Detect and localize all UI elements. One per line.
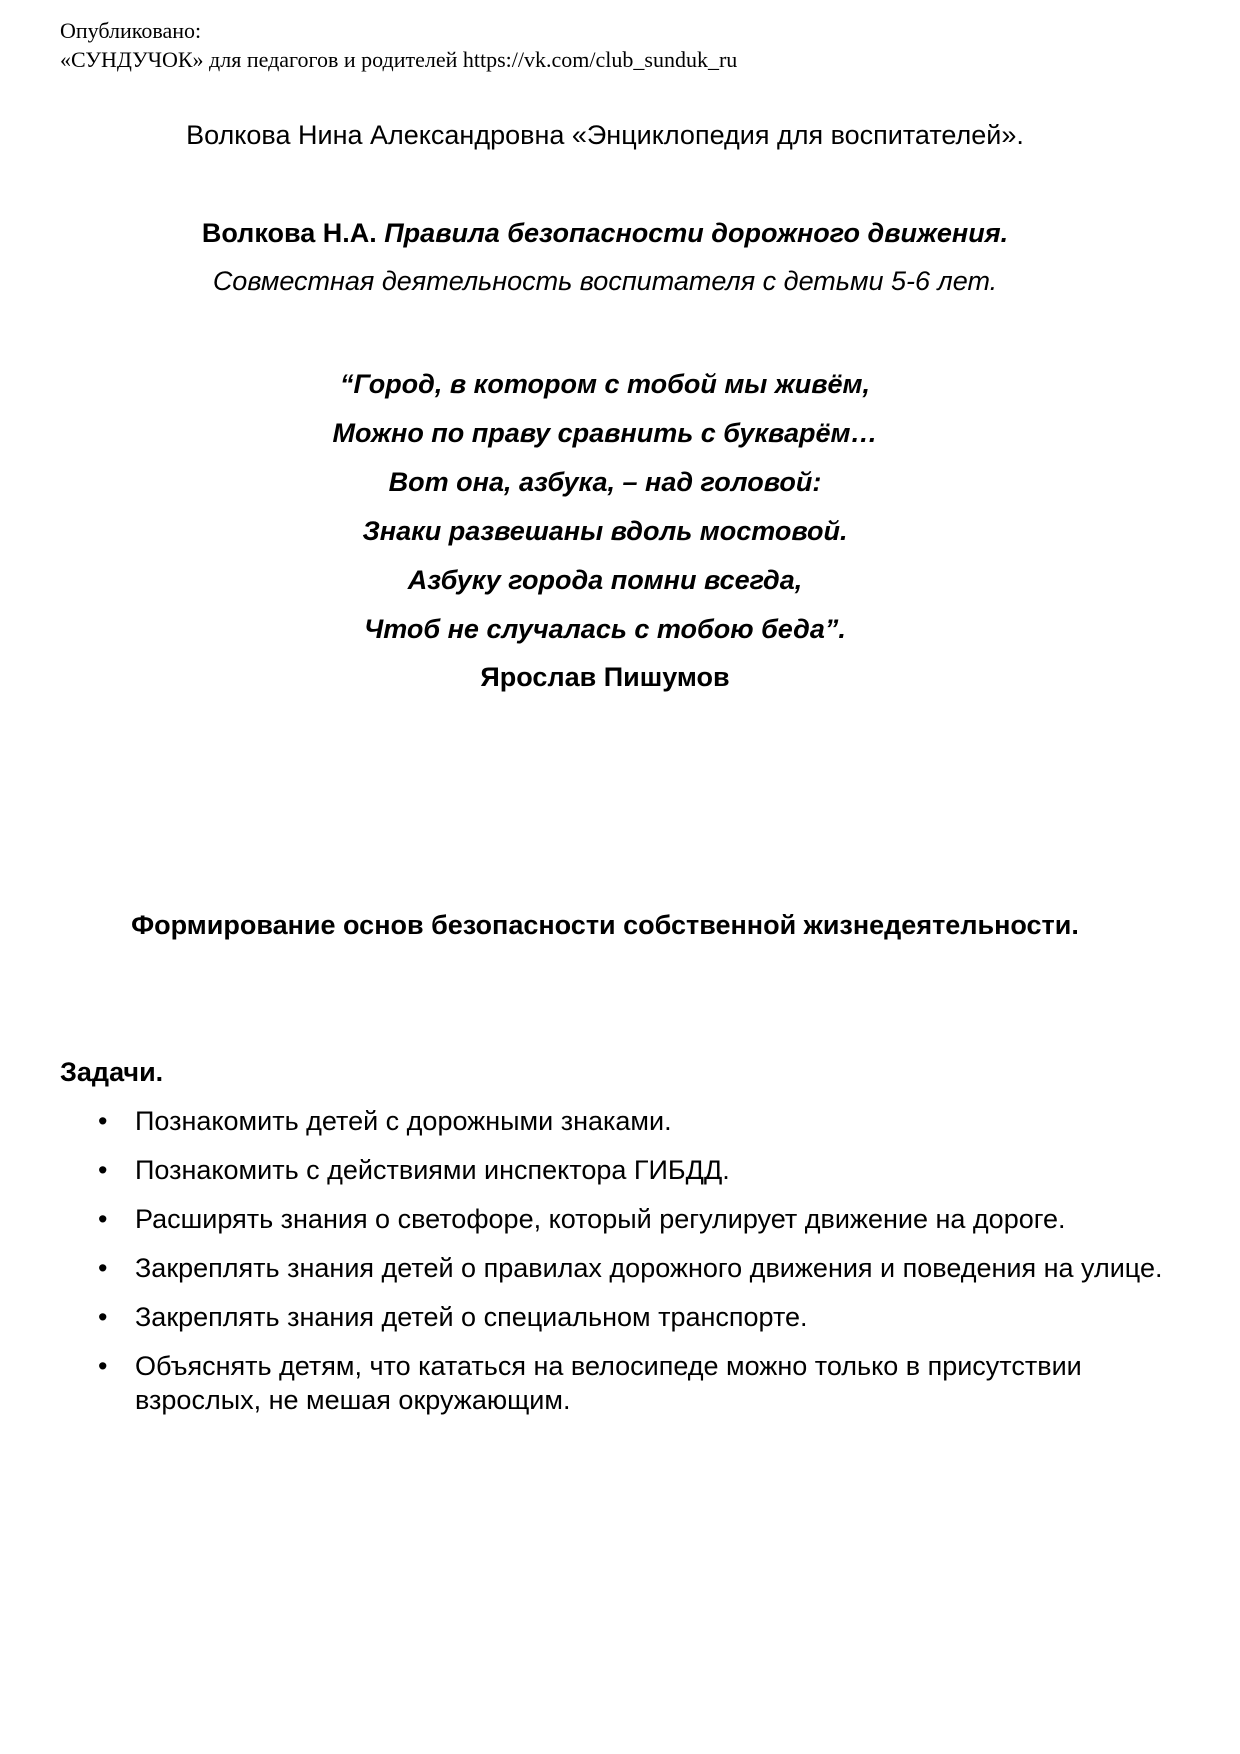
poem-line: Можно по праву сравнить с букварём…: [332, 418, 878, 448]
epigraph-poem: [0, 360, 1210, 654]
section-heading: Формирование основ безопасности собственной жизнедеятельности.: [131, 910, 1079, 940]
poem-line: Знаки развешаны вдоль мостовой.: [362, 516, 848, 546]
task-text: Объяснять детям, что кататься на велосипеде можно только в присутствии взрослых, не мешая окружающим.: [135, 1351, 1082, 1415]
poem-line: Чтоб не случалась с тобою беда”.: [364, 614, 846, 644]
book-byline: Волкова Нина Александровна «Энциклопедия для воспитателей».: [186, 120, 1024, 150]
published-label: Опубликовано:: [60, 18, 202, 43]
task-text: Закреплять знания детей о специальном транспорте.: [135, 1302, 808, 1332]
list-item: [60, 1251, 1190, 1285]
task-text: Познакомить с действиями инспектора ГИБДД.: [135, 1155, 730, 1185]
publication-header: [60, 16, 737, 74]
poem-line: Вот она, азбука, – над головой:: [388, 467, 822, 497]
bullet-icon: •: [98, 1351, 108, 1381]
task-text: Расширять знания о светофоре, который регулирует движение на дороге.: [135, 1204, 1066, 1234]
list-item: [60, 1300, 1190, 1334]
tasks-list: [60, 1104, 1190, 1432]
task-text: Познакомить детей с дорожными знаками.: [135, 1106, 672, 1136]
title-text: Правила безопасности дорожного движения.: [384, 218, 1009, 248]
bullet-icon: •: [98, 1253, 108, 1283]
task-text: Закреплять знания детей о правилах дорожного движения и поведения на улице.: [135, 1253, 1163, 1283]
poem-line: Азбуку города помни всегда,: [407, 565, 803, 595]
document-title: [0, 218, 1210, 249]
document-subtitle: Совместная деятельность воспитателя с детьми 5-6 лет.: [212, 266, 998, 296]
list-item: [60, 1153, 1190, 1187]
bullet-icon: •: [98, 1106, 108, 1136]
title-author: Волкова Н.А.: [201, 218, 377, 248]
bullet-icon: •: [98, 1204, 108, 1234]
list-item: [60, 1202, 1190, 1236]
poem-author: Ярослав Пишумов: [480, 662, 730, 692]
bullet-icon: •: [98, 1302, 108, 1332]
poem-line: “Город, в котором с тобой мы живём,: [339, 369, 871, 399]
list-item: [60, 1104, 1190, 1138]
tasks-heading: Задачи.: [60, 1057, 164, 1087]
list-item: [60, 1349, 1190, 1417]
publisher-line: «СУНДУЧОК» для педагогов и родителей https://vk.com/club_sunduk_ru: [60, 47, 738, 72]
bullet-icon: •: [98, 1155, 108, 1185]
